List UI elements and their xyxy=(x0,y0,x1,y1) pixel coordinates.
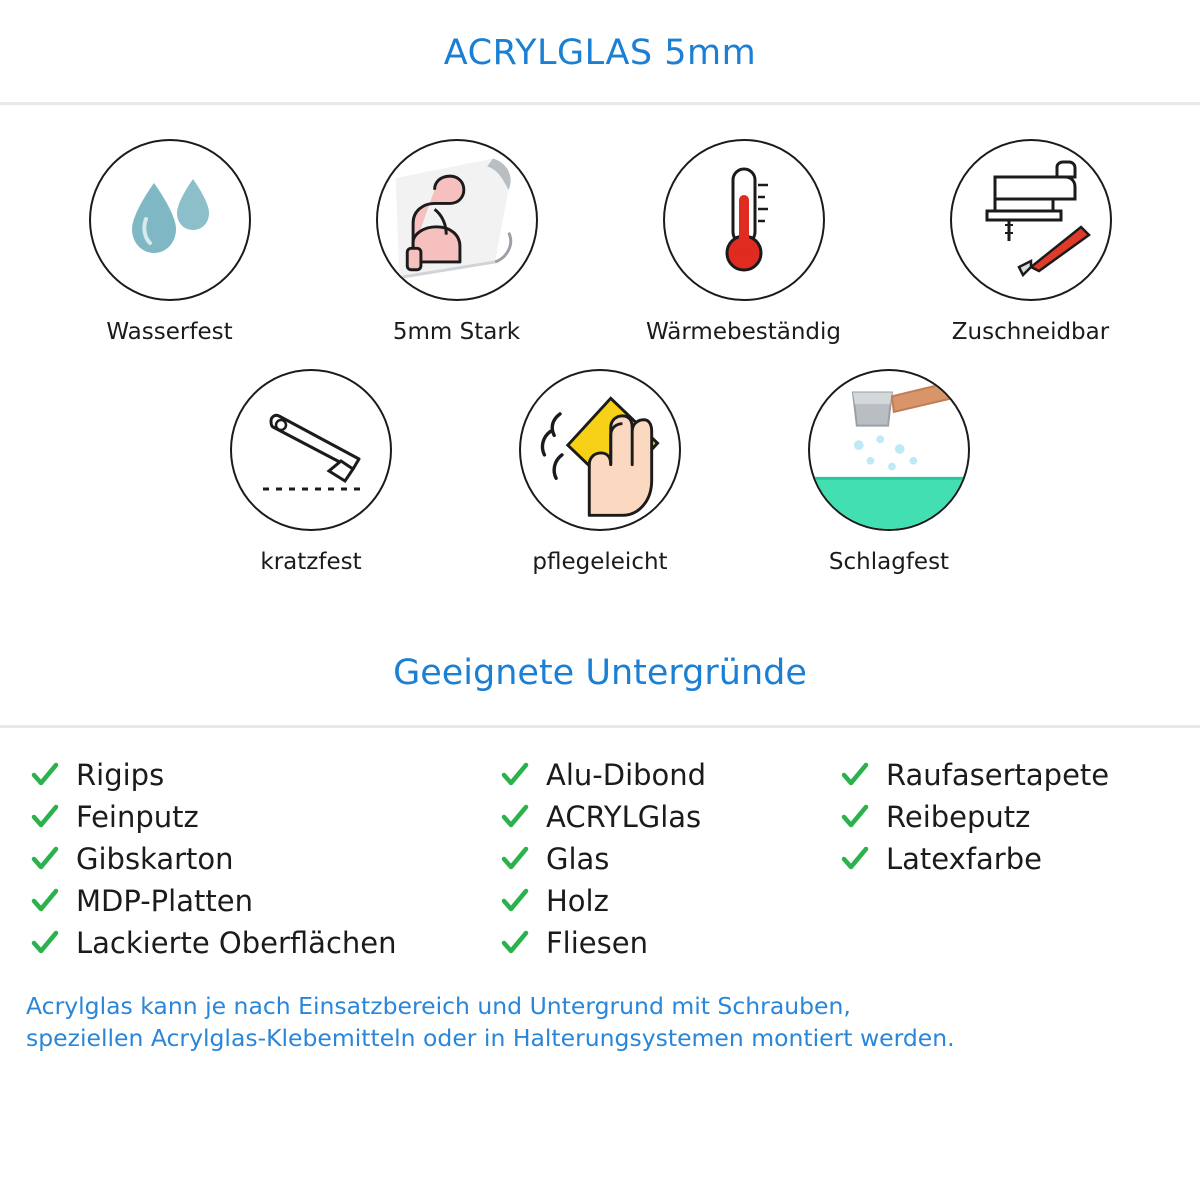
list-item-label: Holz xyxy=(546,884,609,918)
feature-icon-circle xyxy=(376,139,538,301)
footnote-line-2: speziellen Acrylglas-Klebemitteln oder in Halterungsystemen montiert werden. xyxy=(26,1024,955,1053)
hand-cloth-wipe-icon xyxy=(521,369,679,531)
check-icon xyxy=(500,760,530,790)
feature-row-2 xyxy=(0,369,1200,575)
list-item xyxy=(30,838,500,880)
footnote-line-1: Acrylglas kann je nach Einsatzbereich und Untergrund mit Schrauben, xyxy=(26,992,851,1020)
feature-icon-circle xyxy=(808,369,970,531)
list-item xyxy=(500,796,840,838)
substrates-list xyxy=(0,728,1200,964)
feature-label: Wasserfest xyxy=(106,319,233,345)
list-item xyxy=(30,754,500,796)
feature-waermebestaendig xyxy=(644,139,844,345)
list-item xyxy=(840,754,1180,796)
list-item xyxy=(500,922,840,964)
check-icon xyxy=(840,802,870,832)
hammer-impact-icon xyxy=(810,369,968,531)
feature-row-1 xyxy=(0,139,1200,345)
feature-section xyxy=(0,105,1200,575)
feature-label: kratzfest xyxy=(260,549,362,575)
list-item-label: Gibskarton xyxy=(76,842,234,876)
water-drops-icon xyxy=(110,165,230,275)
feature-wasserfest xyxy=(70,139,270,345)
feature-icon-circle xyxy=(230,369,392,531)
feature-5mm-stark xyxy=(357,139,557,345)
list-item-label: Rigips xyxy=(76,758,165,792)
list-item-label: ACRYLGlas xyxy=(546,800,702,834)
check-icon xyxy=(30,928,60,958)
feature-schlagfest xyxy=(789,369,989,575)
jigsaw-cutter-icon xyxy=(961,155,1101,285)
list-item-label: Latexfarbe xyxy=(886,842,1042,876)
feature-label: pflegeleicht xyxy=(532,549,668,575)
feature-label: Schlagfest xyxy=(828,549,950,575)
list-item-label: Glas xyxy=(546,842,610,876)
list-item-label: Alu-Dibond xyxy=(546,758,707,792)
list-item xyxy=(840,796,1180,838)
list-item-label: Fliesen xyxy=(546,926,648,960)
check-icon xyxy=(500,802,530,832)
check-icon xyxy=(840,844,870,874)
check-icon xyxy=(840,760,870,790)
list-item xyxy=(30,880,500,922)
feature-label: Zuschneidbar xyxy=(951,319,1110,345)
feature-kratzfest xyxy=(211,369,411,575)
feature-icon-circle xyxy=(950,139,1112,301)
feature-label: Wärmebeständig xyxy=(646,319,841,345)
check-icon xyxy=(30,802,60,832)
thermometer-icon xyxy=(684,155,804,285)
check-icon xyxy=(500,928,530,958)
list-item xyxy=(500,880,840,922)
list-item xyxy=(500,838,840,880)
check-icon xyxy=(30,886,60,916)
list-item-label: Reibeputz xyxy=(886,800,1031,834)
list-item-label: Raufasertapete xyxy=(886,758,1110,792)
list-item-label: Lackierte Oberflächen xyxy=(76,926,397,960)
list-item xyxy=(30,922,500,964)
check-icon xyxy=(30,760,60,790)
list-item xyxy=(840,838,1180,880)
list-item xyxy=(500,754,840,796)
feature-icon-circle xyxy=(519,369,681,531)
feature-zuschneidbar xyxy=(931,139,1131,345)
list-item-label: MDP-Platten xyxy=(76,884,253,918)
list-item-label: Feinputz xyxy=(76,800,199,834)
substrates-column-2 xyxy=(500,754,840,964)
check-icon xyxy=(30,844,60,874)
check-icon xyxy=(500,844,530,874)
substrates-column-1 xyxy=(30,754,500,964)
substrates-column-3 xyxy=(840,754,1180,964)
footnote xyxy=(0,990,1200,1055)
knife-scratch-icon xyxy=(241,385,381,515)
check-icon xyxy=(500,886,530,916)
page-title: ACRYLGLAS 5mm xyxy=(443,33,757,73)
feature-icon-circle xyxy=(663,139,825,301)
list-item xyxy=(30,796,500,838)
feature-pflegeleicht xyxy=(500,369,700,575)
substrates-title: Geeignete Untergründe xyxy=(393,653,807,693)
feature-label: 5mm Stark xyxy=(392,319,521,345)
flexed-arm-icon xyxy=(378,139,536,301)
feature-icon-circle xyxy=(89,139,251,301)
